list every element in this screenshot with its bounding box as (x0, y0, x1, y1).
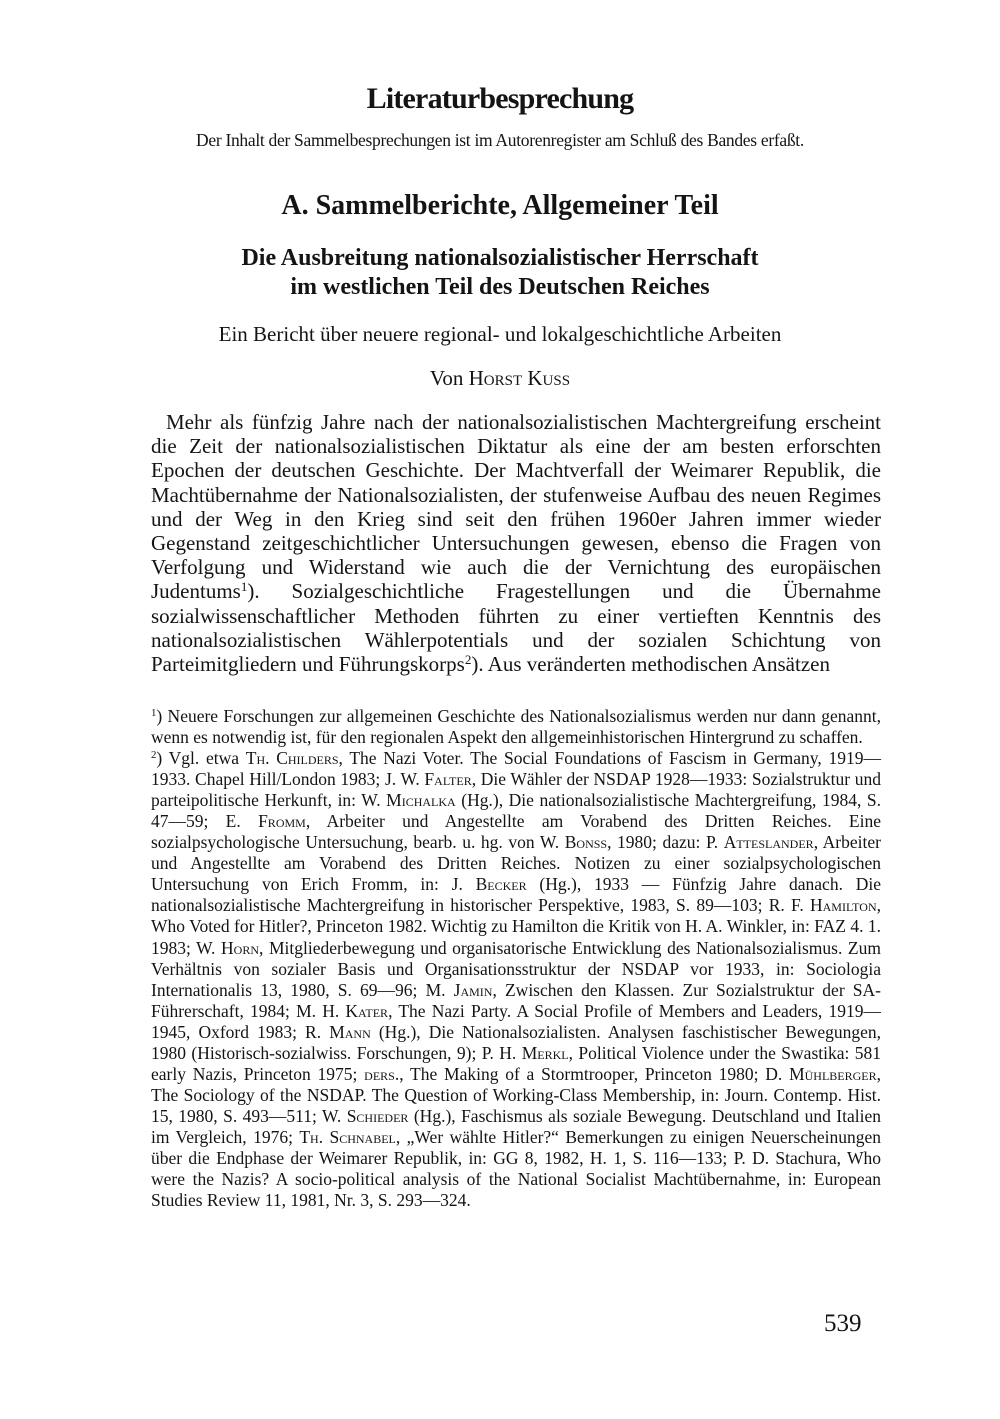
article-title (0, 244, 1000, 302)
author-name: Kater (345, 1000, 389, 1021)
footnote-text: , The Making of a Stormtrooper, Princeton 1980; D. (399, 1063, 790, 1084)
footnote-text: , Arbeiter und Angestellte am Vorabend des Dritten Reiches. Notizen zu einer sozialpsychologischen Untersuchung von Erich Fromm, in: J. (151, 832, 881, 895)
footnote-marker-2: 2 (151, 749, 157, 762)
author-name: Schieder (346, 1105, 409, 1126)
body-paragraph (151, 410, 881, 676)
part-title: A. Sammelberichte, Allgemeiner Teil (281, 190, 719, 221)
footnote-text: (Hg.), Faschismus als soziale Bewegung. Deutschland und Italien im Vergleich, 1976; (151, 1105, 881, 1147)
author-name: Th. Schnabel (299, 1126, 396, 1147)
article-title-line-2: im westlichen Teil des Deutschen Reiches (290, 274, 710, 300)
author-name: Merkl (521, 1042, 569, 1063)
footnote-text: , The Nazi Party. A Social Profile of Members and Leaders, 1919—1945, Oxford 1983; R. (151, 1000, 881, 1042)
footnote-text: , Arbeiter und Angestellte am Vorabend des Dritten Reiches. Eine sozialpsychologische Untersuchung, bearb. u. hg. von W. (151, 811, 881, 853)
body-text-part-2: ). Sozialgeschichtliche Fragestellungen und die Übernahme sozialwissenschaftlicher Methoden führten zu einer vertieften Kenntnis des nationalsozialistischen Wählerpotentials und der sozialen Schichtung von Parteimitgliedern und Führungskorps (151, 579, 881, 677)
footnote-text: , The Sociology of the NSDAP. The Question of Working-Class Membership, in: Journ. Contemp. Hist. 15, 1980, S. 493—511; W. (151, 1063, 881, 1126)
body-text-part-3: ). Aus veränderten methodischen Ansätzen (471, 652, 830, 677)
footnote-text: , Die Wähler der NSDAP 1928—1933: Sozialstruktur und parteipolitische Herkunft, in: W. (151, 769, 881, 811)
author-name: Mann (329, 1021, 371, 1042)
footnote-ref-1[interactable]: 1 (240, 579, 248, 595)
section-note: Der Inhalt der Sammelbesprechungen ist im Autorenregister am Schluß des Bandes erfaßt. (196, 130, 804, 150)
author-name: Jamin (453, 979, 493, 1000)
footnote-text: , Political Violence under the Swastika: 581 early Nazis, Princeton 1975; (151, 1042, 882, 1084)
author-name: Michalka (386, 790, 456, 811)
author-name: ders. (364, 1063, 400, 1084)
author-name: Falter (424, 769, 472, 790)
footnote-text: , The Nazi Voter. The Social Foundations of Fascism in Germany, 1919—1933. Chapel Hill/London 1983; J. W. (151, 748, 881, 790)
author-name: Becker (475, 874, 527, 895)
author-name: Hamilton (809, 895, 877, 916)
author-name: Horn (221, 937, 259, 958)
footnote-text: , Who Voted for Hitler?, Princeton 1982. Wichtig zu Hamilton die Kritik von H. A. Winkler, in: FAZ 4. 1. 1983; W. (151, 895, 881, 958)
footnote-1 (151, 706, 881, 748)
byline-prefix: Von (429, 366, 464, 390)
footnote-ref-2[interactable]: 2 (464, 651, 472, 667)
footnote-text: (Hg.), 1933 — Fünfzig Jahre danach. Die nationalsozialistische Machtergreifung in historischer Perspektive, 1983, S. 89—103; R. F. (151, 874, 882, 916)
byline (0, 366, 1000, 391)
author-name: Horst Kuss (468, 366, 571, 390)
page-number: 539 (824, 1310, 862, 1337)
article-title-line-1: Die Ausbreitung nationalsozialistischer Herrschaft (241, 245, 759, 271)
footnote-text: (Hg.), Die Nationalsozialisten. Analysen faschistischer Bewegungen, 1980 (Historisch-sozialwiss. Forschungen, 9); P. H. (151, 1021, 881, 1063)
author-name: Mühlberger (789, 1063, 877, 1084)
footnotes (151, 706, 881, 1211)
author-name: Bonß (564, 832, 608, 853)
body-text-part-1: Mehr als fünfzig Jahre nach der nationalsozialistischen Machtergreifung erscheint die Zeit der nationalsozialistischen Diktatur als eine der am besten erforschten Epochen der deutschen Geschichte. Der Machtverfall der Weimarer Republik, die Machtübernahme der Nationalsozialisten, der stufenweise Aufbau des neuen Regimes und der Weg in den Krieg sind seit den frühen 1960er Jahren immer wieder Gegenstand zeitgeschichtlicher Untersuchungen gewesen, ebenso die Fragen von Verfolgung und Widerstand wie auch die der Vernichtung des europäischen Judentums (151, 410, 881, 604)
footnote-text: , „Wer wählte Hitler?“ Bemerkungen zu einigen Neuerscheinungen über die Endphase der Weimarer Republik, in: GG 8, 1982, H. 1, S. 116—133; P. D. Stachura, Who were the Nazis? A socio-political analysis of the National Socialist Machtübernahme, in: European Studies Review 11, 1981, Nr. 3, S. 293—324. (151, 1126, 881, 1211)
article-subtitle: Ein Bericht über neuere regional- und lokalgeschichtliche Arbeiten (218, 322, 782, 346)
footnote-1-text: ) Neuere Forschungen zur allgemeinen Geschichte des Nationalsozialismus werden nur dann genannt, wenn es notwendig ist, für den regionalen Aspekt den allgemeinhistorischen Hintergrund zu schaffen. (151, 706, 881, 748)
author-name: Atteslander (723, 832, 814, 853)
footnote-2 (151, 748, 881, 1211)
footnote-marker-1: 1 (151, 707, 157, 720)
footnote-text: , 1980; dazu: P. (607, 832, 724, 853)
section-title: Literaturbesprechung (366, 82, 634, 115)
author-name: Fromm (258, 811, 306, 832)
footnote-text: ) Vgl. etwa (156, 748, 246, 769)
footnote-text: (Hg.), Die nationalsozialistische Machtergreifung, 1984, S. 47—59; E. (151, 790, 882, 832)
footnote-text: , Zwischen den Klassen. Zur Sozialstruktur der SA-Führerschaft, 1984; M. H. (151, 979, 881, 1021)
footnote-text: , Mitgliederbewegung und organisatorische Entwicklung des Nationalsozialismus. Zum Verhältnis von sozialer Basis und Organisationsstruktur der NSDAP vor 1933, in: Sociologia Internationalis 13, 1980, S. 69—96; M. (151, 937, 881, 1000)
author-name: Th. Childers (245, 748, 339, 769)
